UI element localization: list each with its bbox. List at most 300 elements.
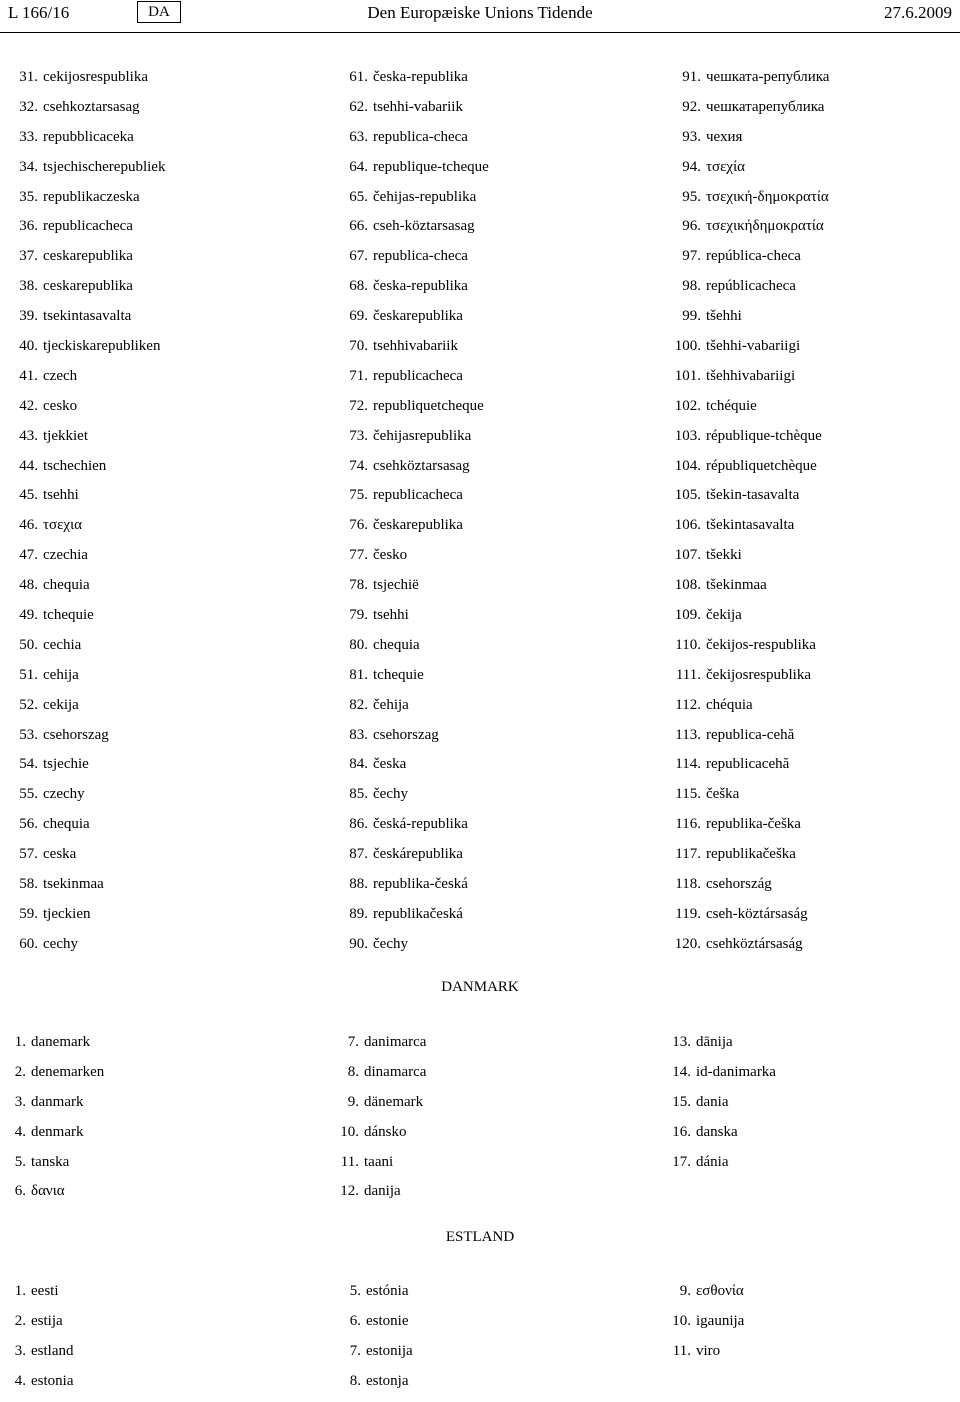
item-number: 63. [349,128,368,145]
item-number: 15. [672,1093,691,1110]
item-number: 76. [349,517,368,534]
list-item [338,516,489,546]
list-item [667,367,829,397]
item-number: 60. [19,935,38,952]
list-item [338,367,489,397]
item-number: 31. [19,69,38,85]
item-term: česká-republika [373,816,468,833]
item-number: 71. [349,367,368,384]
item-number: 49. [19,607,38,624]
list-item [8,1123,104,1153]
item-number: 73. [349,427,368,444]
list-item [667,307,829,337]
item-number: 103. [674,427,701,444]
list-item [667,845,829,875]
item-number: 114. [675,756,701,773]
estland-list-col3 [667,1282,744,1372]
item-term: csehorszag [43,726,109,743]
item-term: república-checa [706,248,801,265]
list-item [667,1282,744,1312]
czech-list-col2 [338,68,489,965]
list-item [338,606,489,636]
item-term: tsehhi [43,487,79,504]
item-number: 7. [347,1034,359,1050]
item-term: českarepublika [373,308,463,325]
item-term: republikačeská [373,905,463,922]
item-number: 13. [672,1034,691,1050]
item-number: 17. [672,1153,691,1170]
item-term: tsehhivabariik [373,338,458,355]
item-number: 84. [349,756,368,773]
danmark-list-col1 [8,1033,104,1212]
item-term: εσθονία [696,1283,744,1299]
list-item [667,1063,776,1093]
item-number: 47. [19,547,38,564]
list-item [667,98,829,128]
list-item [8,247,165,277]
list-item [8,68,165,98]
list-item [667,128,829,158]
item-term: ceskarepublika [43,248,133,265]
list-item [335,1033,426,1063]
item-number: 67. [349,248,368,265]
item-term: tsjechie [43,756,89,773]
item-number: 108. [674,577,701,594]
item-term: tšekki [706,547,742,564]
item-term: čekijosrespublika [706,666,811,683]
item-number: 32. [19,98,38,115]
list-item [8,367,165,397]
list-item [8,158,165,188]
item-term: republicacheca [373,487,463,504]
item-term: eesti [31,1283,59,1299]
item-term: cehija [43,666,79,683]
item-number: 43. [19,427,38,444]
item-number: 2. [14,1312,26,1329]
item-term: tjeckiskarepubliken [43,338,161,355]
list-item [338,247,489,277]
item-number: 37. [19,248,38,265]
item-term: republicacheca [373,367,463,384]
item-number: 69. [349,308,368,325]
list-item [667,158,829,188]
list-item [8,98,165,128]
item-number: 112. [675,696,701,713]
list-item [8,606,165,636]
list-item [338,815,489,845]
header-rule [0,32,960,33]
item-number: 86. [349,816,368,833]
list-item [343,1282,413,1312]
item-number: 3. [14,1093,26,1110]
list-item [8,457,165,487]
item-term: danmark [31,1093,84,1110]
list-item [8,1342,74,1372]
item-term: τσεχική-δημοκρατία [706,188,829,205]
item-term: česko [373,547,408,564]
list-item [338,935,489,965]
item-term: csehkoztarsasag [43,98,140,115]
item-number: 88. [349,876,368,893]
item-term: dinamarca [364,1063,427,1080]
list-item [667,546,829,576]
item-term: cechy [43,935,78,952]
czech-list-col1 [8,68,165,965]
list-item [667,188,829,218]
list-item [8,1153,104,1183]
item-number: 4. [14,1123,26,1140]
item-term: tchéquie [706,397,757,414]
item-term: czechia [43,547,88,564]
item-term: čekija [706,607,742,624]
item-number: 3. [14,1342,26,1359]
list-item [8,307,165,337]
list-item [338,427,489,457]
item-term: republiquetcheque [373,397,484,414]
item-term: estonja [366,1372,409,1389]
item-term: danija [364,1183,401,1200]
list-item [8,875,165,905]
item-number: 54. [19,756,38,773]
item-number: 87. [349,846,368,863]
item-number: 70. [349,338,368,355]
list-item [667,1342,744,1372]
publication-title: Den Europæiske Unions Tidende [367,3,593,22]
item-number: 42. [19,397,38,414]
item-number: 1. [14,1034,26,1050]
list-item [667,726,829,756]
item-number: 53. [19,726,38,743]
list-item [8,576,165,606]
item-number: 41. [19,367,38,384]
item-term: viro [696,1342,721,1359]
item-number: 115. [675,786,701,803]
item-term: republica-cehă [706,726,795,743]
item-term: cseh-köztársaság [706,905,808,922]
item-number: 65. [349,188,368,205]
item-number: 72. [349,397,368,414]
list-item [667,815,829,845]
list-item [667,875,829,905]
item-number: 98. [682,278,701,295]
list-item [338,576,489,606]
item-term: tsekintasavalta [43,308,132,325]
item-number: 101. [674,367,701,384]
item-number: 9. [679,1283,691,1299]
list-item [667,1312,744,1342]
item-term: češka [706,786,740,803]
item-term: estónia [366,1283,409,1299]
item-term: tchequie [373,666,424,683]
item-term: τσεχια [43,517,82,534]
item-number: 64. [349,158,368,175]
item-term: république-tchèque [706,427,822,444]
item-term: čehija [373,696,409,713]
list-item [667,1153,776,1183]
item-term: чехия [706,128,743,145]
list-item [343,1312,413,1342]
item-number: 110. [675,636,701,653]
item-term: estonija [366,1342,413,1359]
item-number: 35. [19,188,38,205]
list-item [667,785,829,815]
list-item [338,98,489,128]
item-term: tšehhi [706,308,742,325]
item-number: 52. [19,696,38,713]
page-reference: L 166/16 [8,3,70,22]
item-term: republika-češka [706,816,801,833]
list-item [335,1153,426,1183]
item-term: estonie [366,1312,409,1329]
list-item [8,666,165,696]
item-number: 57. [19,846,38,863]
item-number: 9. [347,1093,359,1110]
item-term: chéquia [706,696,753,713]
item-term: tschechien [43,457,107,474]
list-item [335,1182,426,1212]
item-number: 7. [349,1342,361,1359]
item-term: csehköztársaság [706,935,803,952]
item-number: 106. [674,517,701,534]
estland-list-col2 [343,1282,413,1402]
item-number: 12. [340,1183,359,1200]
item-term: δανια [31,1183,65,1200]
item-term: denemarken [31,1063,105,1080]
item-number: 50. [19,636,38,653]
item-term: id-danimarka [696,1063,776,1080]
item-term: republicacheca [43,218,133,235]
list-item [338,905,489,935]
item-number: 109. [674,607,701,624]
item-term: republique-tcheque [373,158,489,175]
list-item [667,427,829,457]
danmark-list-col3 [667,1033,776,1182]
estland-list-col1 [8,1282,74,1402]
list-item [667,755,829,785]
item-number: 66. [349,218,368,235]
item-number: 89. [349,905,368,922]
item-number: 85. [349,786,368,803]
item-number: 8. [347,1063,359,1080]
list-item [338,666,489,696]
item-term: republika-česká [373,876,468,893]
item-number: 58. [19,876,38,893]
item-number: 102. [674,397,701,414]
item-term: estonia [31,1372,74,1389]
item-number: 16. [672,1123,691,1140]
item-number: 45. [19,487,38,504]
list-item [338,307,489,337]
item-number: 44. [19,457,38,474]
list-item [8,1182,104,1212]
list-item [667,935,829,965]
list-item [338,68,489,98]
list-item [338,726,489,756]
list-item [8,1372,74,1402]
item-term: tšehhivabariigi [706,367,796,384]
item-number: 79. [349,607,368,624]
list-item [8,1282,74,1312]
item-number: 6. [14,1183,26,1200]
list-item [8,397,165,427]
list-item [8,755,165,785]
item-term: cekija [43,696,79,713]
list-item [667,486,829,516]
item-term: tsjechië [373,577,419,594]
item-term: dania [696,1093,729,1110]
item-number: 68. [349,278,368,295]
item-number: 117. [675,846,701,863]
item-term: čekijos-respublika [706,636,816,653]
list-item [8,1093,104,1123]
item-number: 78. [349,577,368,594]
item-term: českárepublika [373,846,463,863]
item-number: 95. [682,188,701,205]
item-term: ceskarepublika [43,278,133,295]
list-item [667,217,829,247]
item-term: repubblicaceka [43,128,134,145]
item-term: čehijasrepublika [373,427,472,444]
list-item [338,696,489,726]
list-item [667,1093,776,1123]
item-term: dánsko [364,1123,407,1140]
item-number: 118. [675,876,701,893]
item-number: 1. [14,1283,26,1299]
item-number: 82. [349,696,368,713]
item-term: τσεχικήδημοκρατία [706,218,824,235]
item-number: 34. [19,158,38,175]
item-term: česka [373,756,407,773]
item-number: 75. [349,487,368,504]
list-item [338,128,489,158]
item-number: 46. [19,517,38,534]
list-item [8,1033,104,1063]
item-number: 48. [19,577,38,594]
item-term: republikaczeska [43,188,140,205]
item-number: 90. [349,935,368,952]
item-number: 40. [19,338,38,355]
item-term: tšehhi-vabariigi [706,338,801,355]
list-item [343,1372,413,1402]
danmark-list-col2 [335,1033,426,1212]
item-number: 33. [19,128,38,145]
item-number: 113. [675,726,701,743]
list-item [667,68,829,98]
section-title-danmark: DANMARK [441,979,519,995]
item-term: čehijas-republika [373,188,477,205]
item-term: danemark [31,1034,91,1050]
item-term: τσεχία [706,158,745,175]
item-term: чешката-република [706,69,830,85]
list-item [338,457,489,487]
list-item [8,785,165,815]
item-number: 5. [14,1153,26,1170]
item-number: 10. [340,1123,359,1140]
list-item [8,217,165,247]
list-item [338,845,489,875]
item-term: estija [31,1312,63,1329]
item-number: 38. [19,278,38,295]
list-item [667,1123,776,1153]
list-item [335,1123,426,1153]
list-item [667,606,829,636]
list-item [338,785,489,815]
item-number: 14. [672,1063,691,1080]
item-term: taani [364,1153,394,1170]
list-item [338,397,489,427]
item-number: 77. [349,547,368,564]
item-term: czechy [43,786,85,803]
list-item [667,576,829,606]
section-title-estland: ESTLAND [445,1229,515,1245]
list-item [667,696,829,726]
item-term: republica-checa [373,248,468,265]
list-item [338,486,489,516]
list-item [667,516,829,546]
item-term: tšekin-tasavalta [706,487,800,504]
item-term: čechy [373,786,408,803]
item-number: 91. [682,69,701,85]
list-item [8,427,165,457]
item-term: česka-republika [373,69,468,85]
item-term: republicacehă [706,756,790,773]
list-item [338,337,489,367]
list-item [8,935,165,965]
item-term: tchequie [43,607,94,624]
item-number: 92. [682,98,701,115]
language-code-box: DA [137,1,181,23]
list-item [338,636,489,666]
item-term: chequia [43,816,90,833]
item-term: чешкатарепублика [706,98,825,115]
item-number: 100. [674,338,701,355]
item-number: 51. [19,666,38,683]
list-item [8,546,165,576]
list-item [8,516,165,546]
list-item [335,1063,426,1093]
item-number: 11. [672,1342,691,1359]
item-term: ceska [43,846,77,863]
list-item [8,726,165,756]
item-term: csehorszag [373,726,439,743]
list-item [667,337,829,367]
item-term: českarepublika [373,517,463,534]
item-number: 105. [674,487,701,504]
page-header [0,0,960,30]
item-number: 104. [674,457,701,474]
item-term: repúblicacheca [706,278,796,295]
list-item [338,277,489,307]
list-item [667,636,829,666]
item-term: dánia [696,1153,729,1170]
item-term: estland [31,1342,74,1359]
list-item [338,875,489,905]
list-item [667,905,829,935]
item-number: 80. [349,636,368,653]
list-item [8,128,165,158]
item-term: tšekintasavalta [706,517,795,534]
item-term: tjeckien [43,905,91,922]
item-term: tsjechischerepubliek [43,158,166,175]
item-term: républiquetchèque [706,457,817,474]
item-number: 99. [682,308,701,325]
item-number: 96. [682,218,701,235]
item-number: 36. [19,218,38,235]
item-term: danimarca [364,1034,427,1050]
czech-list-col3 [667,68,829,965]
item-term: cekijosrespublika [43,69,148,85]
list-item [8,486,165,516]
